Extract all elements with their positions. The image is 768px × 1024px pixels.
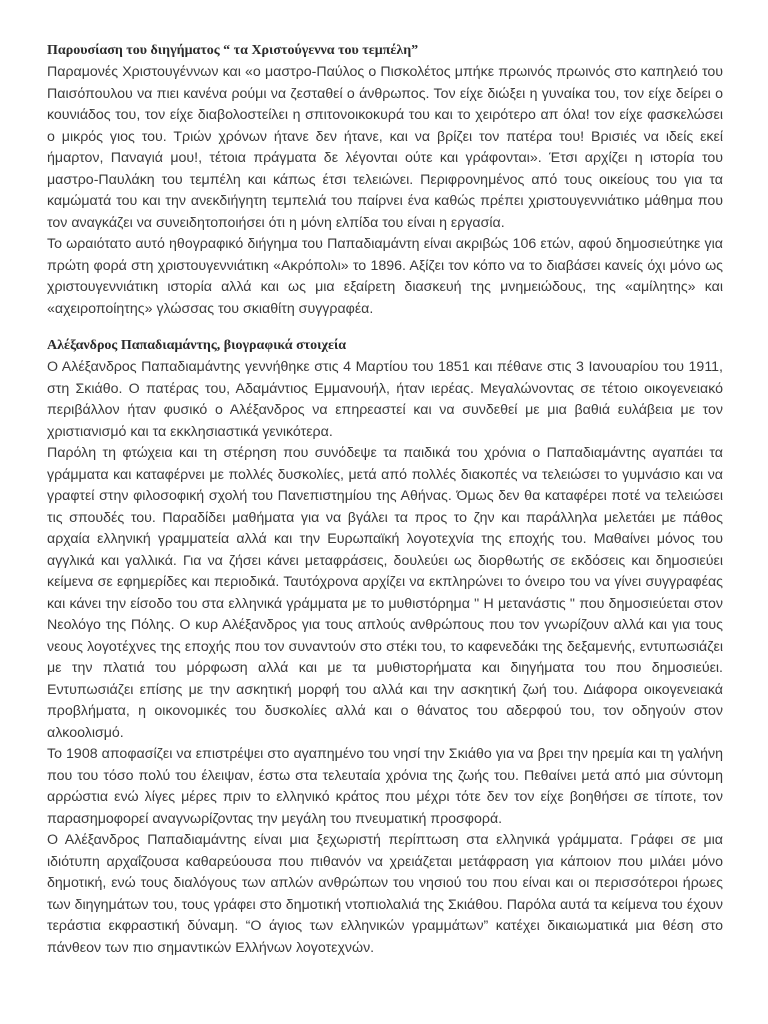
paragraph-bio-legacy: Ο Αλέξανδρος Παπαδιαμάντης είναι μια ξεχωριστή περίπτωση στα ελληνικά γράμματα. Γράφει σε μια ιδιότυπη αρχαΐζουσα καθαρεύουσα που πιθανόν να χρειάζεται μετάφραση για κάποιον που μιλάει μόνο δημοτική, ενώ τους διαλόγους των απλών ανθρώπων του νησιού του που είναι και οι περισσότεροι ήρωες των διηγημάτων του, τους γράφει στο δημοτική ντοπιολαλιά της Σκιάθου. Παρόλα αυτά τα κείμενα του έχουν τεράστια εκφραστική δύναμη. “Ο άγιος των ελληνικών γραμμάτων” κατέχει δικαιωματικά μια θέση στο πάνθεον των πιο σημαντικών Ελλήνων λογοτεχνών. bbox=[47, 832, 723, 956]
document-page bbox=[47, 42, 723, 959]
section-heading-biography: Αλέξανδρος Παπαδιαμάντης, βιογραφικά στοιχεία bbox=[47, 338, 347, 353]
paragraph-bio-death: Το 1908 αποφασίζει να επιστρέψει στο αγαπημένο του νησί την Σκιάθο για να βρει την ηρεμία και τη γαλήνη που του τόσο πολύ του έλειψαν, έστω στα τελευταία χρόνια της ζωής του. Πεθαίνει μετά από μια σύντομη αρρώστια ενώ λίγες μέρες πριν το ελληνικό κράτος που μέχρι τότε δεν τον είχε βοηθήσει σε τίποτε, τον παρασημοφορεί αναγνωρίζοντας την μεγάλη του πνευματική προσφορά. bbox=[47, 746, 723, 827]
paragraph-story-intro: Παραμονές Χριστουγέννων και «ο μαστρο-Παύλος ο Πισκολέτος μπήκε πρωινός πρωινός στο καπηλειό του Παισόπουλου να πιει κανένα ρούμι να ζεσταθεί ο άνθρωπος. Τον είχε διώξει η γυναίκα του, τον είχε δείρει ο κουνιάδος του, τον είχε διαβολοστείλει η σπιτονοικοκυρά του και το χειρότερο απ όλα! τον είχε φασκελώσει ο μικρός γιος του. Τριών χρόνων ήτανε δεν ήτανε, και να βρίζει τον πατέρα του! Βρισιές να ιδείς εκεί ήμαρτον, Παναγιά μου!, τέτοια πράγματα δε λέγονται ούτε και γράφονται». Έτσι αρχίζει η ιστορία του μαστρο-Παυλάκη του τεμπέλη και κάπως έτσι τελειώνει. Περιφρονημένος από τους οικείους του για τα καμώματά του και την ανεκδιήγητη τεμπελιά του παίρνει ένα καθώς πρέπει χριστουγεννιάτικο μάθημα που τον αναγκάζει να συνειδητοποιήσει ότι η μόνη ελπίδα του είναι η εργασία. bbox=[47, 64, 723, 231]
paragraph-bio-birth: Ο Αλέξανδρος Παπαδιαμάντης γεννήθηκε στις 4 Μαρτίου του 1851 και πέθανε στις 3 Ιανουαρίου του 1911, στη Σκιάθο. Ο πατέρας του, Αδαμάντιος Εμμανουήλ, ήταν ιερέας. Μεγαλώνοντας σε τέτοιο οικογενειακό περιβάλλον ήταν φυσικό ο Αλέξανδρος να επηρεαστεί και να συνδεθεί με μια βαθιά ευλάβεια με τον χριστιανισμό και τα εκκλησιαστικά γενικότερα. bbox=[47, 359, 723, 440]
section-heading-story: Παρουσίαση του διηγήματος “ τα Χριστούγεννα του τεμπέλη” bbox=[47, 43, 419, 58]
paragraph-story-info: Το ωραιότατο αυτό ηθογραφικό διήγημα του Παπαδιαμάντη είναι ακριβώς 106 ετών, αφού δημοσιεύτηκε για πρώτη φορά στη χριστουγεννιάτικη «Ακρόπολι» το 1896. Αξίζει τον κόπο να το διαβάσει κανείς όχι μόνο ως χριστουγεννιάτικη ιστορία αλλά και ως μια εξαίρετη διασκευή της μνημειώδους, της «αμίλητης» και «αχειροποίητης» γλώσσας του σκιαθίτη συγγραφέα. bbox=[47, 236, 723, 317]
paragraph-bio-life: Παρόλη τη φτώχεια και τη στέρηση που συνόδεψε τα παιδικά του χρόνια ο Παπαδιαμάντης αγαπάει τα γράμματα και καταφέρνει με πολλές δυσκολίες, μετά από πολλές διακοπές να τελειώσει το γυμνάσιο και να γραφτεί στην φιλοσοφική σχολή του Πανεπιστημίου της Αθήνας. Όμως δεν θα καταφέρει ποτέ να τελειώσει τις σπουδές του. Παραδίδει μαθήματα για να βγάλει τα προς το ζην και παράλληλα μελετάει με πάθος αρχαία ελληνική γραμματεία αλλά και την Ευρωπαϊκή λογοτεχνία της εποχής του. Μαθαίνει μόνος του αγγλικά και γαλλικά. Για να ζήσει κάνει μεταφράσεις, δουλεύει ως διορθωτής σε εκδόσεις και δημοσιεύει κείμενα σε εφημερίδες και περιοδικά. Ταυτόχρονα αρχίζει να εκπληρώνει το όνειρο του να γίνει συγγραφέας και κάνει την είσοδο του στα ελληνικά γράμματα με το μυθιστόρημα " Η μετανάστις " που δημοσιεύεται στον Νεολόγο της Πόλης. Ο κυρ Αλέξανδρος για τους απλούς ανθρώπους που τον γνωρίζουν αλλά και για τους νεους λογοτέχνες της εποχής που τον συναντούν στο στέκι του, το καφενεδάκι της δεξαμενής, εντυπωσιάζει με την πλατιά του μόρφωση αλλά και με τα μυθιστορήματα και διηγήματα του που δημοσιεύει. Εντυπωσιάζει επίσης με την ασκητική μορφή του αλλά και την ασκητική ζωή του. Διάφορα οικογενειακά προβλήματα, η οικονομικές του δυσκολίες αλλά και ο θάνατος του αδερφού του, τον οδηγούν στον αλκοολισμό. bbox=[47, 445, 723, 741]
